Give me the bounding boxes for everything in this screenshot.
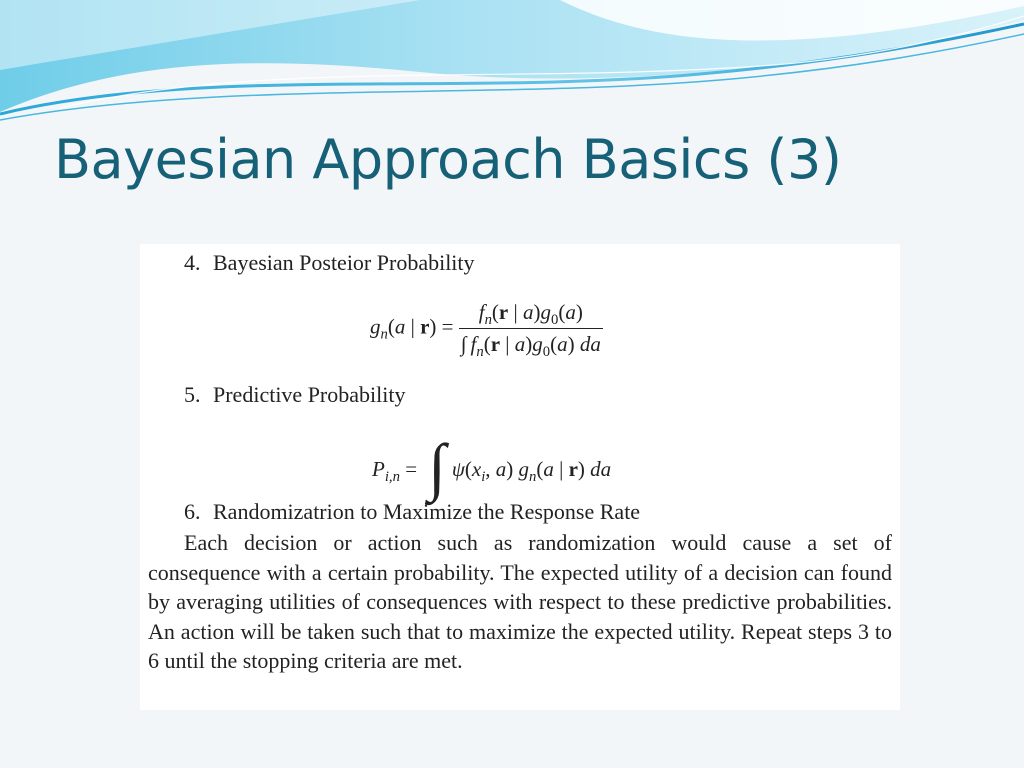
item-6-paragraph: Each decision or action such as randomization would cause a set of consequence with a certain probability. The expected utility of a decision can found by averaging utilities of consequences with respect to these predictive probabilities. An action will be taken such that to maximize the expected utility. Repeat steps 3 to 6 until the stopping criteria are met.	[148, 530, 892, 674]
item-5-number: 5.	[184, 382, 201, 407]
item-6-number: 6.	[184, 499, 201, 524]
item-5-label: Predictive Probability	[213, 382, 406, 407]
posterior-fraction	[459, 300, 603, 361]
decorative-wave-banner	[0, 0, 1024, 130]
posterior-equation: $g_n(a$ | r) = $\frac{f_n(r | a)g_0(a)}{\int f_n(r | a)g_0(a) da}$	[370, 300, 601, 361]
posterior-numerator: $f_n(r$ | $a)g_0(a)$	[478, 300, 583, 329]
item-6-label: Randomizatrion to Maximize the Response Rate	[213, 499, 641, 524]
slide-title: Bayesian Approach Basics (3)	[54, 128, 842, 191]
item-5-heading	[184, 382, 405, 408]
posterior-denominator: ∫ $f_n(r$ | $a)g_0(a)$ da	[459, 328, 603, 357]
content-panel	[140, 244, 900, 710]
item-4-number: 4.	[184, 250, 201, 275]
item-4-heading	[184, 250, 475, 276]
predictive-equation: $P_{i,n}$ = ∫ $\psi(x_i$, a) $g_n(a$ | r) da	[372, 431, 612, 502]
item-6-heading	[184, 499, 640, 525]
integral-sign: ∫	[428, 431, 446, 502]
item-4-label: Bayesian Posteior Probability	[213, 250, 475, 275]
